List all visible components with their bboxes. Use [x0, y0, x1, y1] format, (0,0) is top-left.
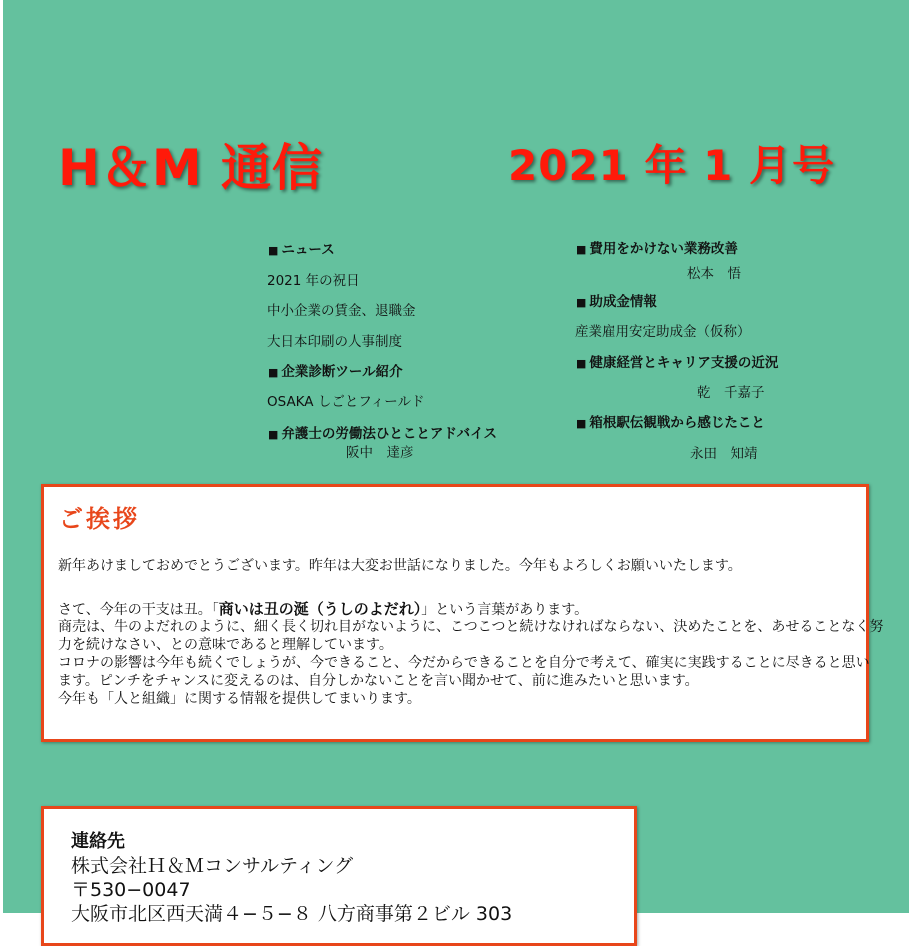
greeting-proverb: 商いは丑の涎（うしのよだれ）: [218, 600, 422, 618]
toc-item-subsidy-name: 産業雇用安定助成金（仮称）: [575, 324, 751, 340]
contact-address: 大阪市北区西天満４−５−８ 八方商事第２ビル 303: [71, 903, 513, 925]
contact-box: [41, 806, 637, 946]
toc-item-hr-system: 大日本印刷の人事制度: [267, 334, 402, 350]
newsletter-page: [3, 0, 909, 925]
contact-postal-code: 〒530−0047: [71, 879, 191, 901]
toc-author-nagata: 永田 知靖: [690, 446, 758, 462]
contact-company: 株式会社Ｈ＆Ｍコンサルティング: [71, 855, 354, 877]
toc-item-holidays: 2021 年の祝日: [267, 273, 360, 289]
toc-heading-hakone-ekiden: ■ 箱根駅伝観戦から感じたこと: [576, 411, 765, 431]
toc-heading-health-career: ■ 健康経営とキャリア支援の近況: [576, 351, 778, 371]
toc-author-sakanaka: 阪中 達彦: [346, 445, 414, 461]
greeting-line: 力を続けなさい、との意味であると理解しています。: [58, 637, 393, 653]
newsletter-title: H＆M 通信: [58, 139, 324, 197]
greeting-line: 商売は、牛のよだれのように、細く長く切れ目がないように、こつこつと続けなければならない、決めたことを、あせることなく努: [58, 619, 884, 635]
greeting-line: 今年も「人と組織」に関する情報を提供してまいります。: [58, 691, 421, 707]
toc-item-wages: 中小企業の賃金、退職金: [267, 303, 416, 319]
greeting-line: 新年あけましておめでとうございます。昨年は大変お世話になりました。今年もよろしくお願いいたします。: [58, 558, 742, 574]
greeting-line: [58, 600, 588, 619]
toc-heading-business-improvement: ■ 費用をかけない業務改善: [576, 237, 738, 257]
toc-heading-subsidy: ■ 助成金情報: [576, 290, 657, 310]
toc-author-inui: 乾 千嘉子: [697, 385, 765, 401]
toc-heading-news: ■ ニュース: [268, 238, 335, 258]
greeting-text: さて、今年の干支は丑。「: [58, 602, 219, 618]
toc-author-matsumoto: 松本 悟: [687, 266, 741, 282]
toc-item-osaka-field: OSAKA しごとフィールド: [267, 394, 425, 410]
greeting-box: [41, 484, 884, 742]
toc-heading-lawyer-advice: ■ 弁護士の労働法ひとことアドバイス: [268, 422, 497, 442]
greeting-line: ます。ピンチをチャンスに変えるのは、自分しかないことを言い聞かせて、前に進みたいと思います。: [58, 673, 699, 689]
issue-date: 2021 年 1 月号: [508, 141, 835, 190]
toc-heading-diagnosis-tool: ■ 企業診断ツール紹介: [268, 360, 403, 380]
greeting-title: ご挨拶: [59, 505, 140, 533]
contact-heading: 連絡先: [71, 831, 125, 852]
greeting-line: コロナの影響は今年も続くでしょうが、今できること、今だからできることを自分で考えて、確実に実践することに尽きると思い: [58, 655, 870, 671]
greeting-text: 」という言葉があります。: [421, 602, 589, 618]
